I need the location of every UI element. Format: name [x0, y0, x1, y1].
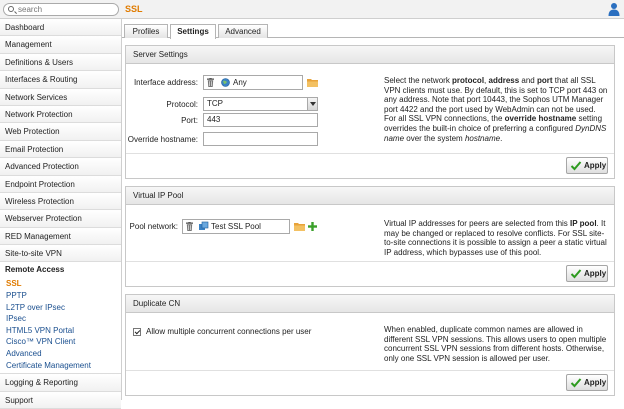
top-bar — [0, 0, 624, 19]
sidebar-item-advanced-protection[interactable]: Advanced Protection — [0, 158, 121, 175]
interface-address-value: Any — [233, 78, 247, 87]
port-input[interactable]: 443 — [203, 113, 318, 127]
allow-multiple-connections-checkbox[interactable] — [133, 328, 141, 336]
sidebar-item-logging-reporting[interactable]: Logging & Reporting — [0, 374, 121, 391]
server-settings-panel — [125, 45, 615, 179]
server-settings-footer — [126, 153, 614, 178]
sidebar-item-webserver-protection[interactable]: Webserver Protection — [0, 210, 121, 227]
apply-label: Apply — [584, 378, 607, 387]
search-box[interactable] — [3, 3, 119, 16]
duplicate-cn-title: Duplicate CN — [126, 295, 614, 313]
sidebar-subitem-html5-vpn-portal[interactable]: HTML5 VPN Portal — [6, 325, 75, 335]
sidebar-item-definitions-users[interactable]: Definitions & Users — [0, 54, 121, 71]
network-globe-icon — [221, 78, 230, 87]
folder-icon[interactable] — [294, 222, 305, 231]
duplicate-cn-footer — [126, 370, 614, 395]
interface-address-label: Interface address: — [133, 78, 198, 87]
sidebar-subitem-advanced[interactable]: Advanced — [6, 349, 42, 359]
apply-button-virtual-ip-pool[interactable] — [566, 265, 608, 282]
checkmark-icon — [571, 161, 581, 170]
sidebar-subitem-ipsec[interactable]: IPsec — [6, 314, 27, 324]
sidebar-item-network-protection[interactable]: Network Protection — [0, 106, 121, 123]
sidebar-subitem-pptp[interactable]: PPTP — [6, 291, 27, 301]
trash-icon[interactable] — [207, 78, 214, 87]
network-object-icon — [199, 222, 208, 231]
sidebar-item-interfaces-routing[interactable]: Interfaces & Routing — [0, 71, 121, 88]
apply-button-server-settings[interactable] — [566, 157, 608, 174]
sidebar-item-dashboard[interactable]: Dashboard — [0, 19, 121, 36]
folder-icon[interactable] — [307, 78, 318, 87]
sidebar-subitem-l2tp[interactable]: L2TP over IPsec — [6, 302, 65, 312]
sidebar-item-management[interactable]: Management — [0, 36, 121, 53]
duplicate-cn-panel — [125, 294, 615, 396]
pool-network-value: Test SSL Pool — [211, 222, 261, 231]
sidebar-item-support[interactable]: Support — [0, 392, 121, 409]
sidebar-subitem-certificate-management[interactable]: Certificate Management — [6, 360, 91, 370]
protocol-select[interactable] — [203, 97, 318, 111]
allow-multiple-connections-label[interactable]: Allow multiple concurrent connections per user — [146, 327, 312, 336]
apply-button-duplicate-cn[interactable] — [566, 374, 608, 391]
duplicate-cn-help: When enabled, duplicate common names are allowed in different SSL VPN sessions. This allows users to open multiple concurrent SSL VPN sessions from different hosts. Otherwise, only one SSL VPN session is allowed per user. — [384, 325, 607, 363]
checkmark-icon — [571, 378, 581, 387]
sidebar-item-site-to-site-vpn[interactable]: Site-to-site VPN — [0, 245, 121, 262]
checkmark-icon — [571, 269, 581, 278]
sidebar-group-remote-access — [0, 262, 121, 374]
sidebar-item-web-protection[interactable]: Web Protection — [0, 123, 121, 140]
tab-settings[interactable]: Settings — [170, 24, 216, 39]
protocol-label: Protocol: — [166, 100, 198, 109]
search-icon — [8, 6, 14, 12]
sidebar-item-wireless-protection[interactable]: Wireless Protection — [0, 193, 121, 210]
chevron-down-icon[interactable] — [307, 98, 317, 110]
override-hostname-input[interactable] — [203, 132, 318, 146]
sidebar-item-email-protection[interactable]: Email Protection — [0, 141, 121, 158]
sidebar — [0, 19, 122, 405]
sidebar-item-endpoint-protection[interactable]: Endpoint Protection — [0, 176, 121, 193]
virtual-ip-pool-footer — [126, 261, 614, 286]
page-title: SSL — [125, 4, 143, 14]
sidebar-item-network-services[interactable]: Network Services — [0, 89, 121, 106]
sidebar-subitem-cisco-vpn-client[interactable]: Cisco™ VPN Client — [6, 337, 76, 347]
server-settings-title: Server Settings — [126, 46, 614, 64]
pool-network-field[interactable] — [182, 219, 290, 234]
sidebar-item-remote-access[interactable]: Remote Access — [5, 265, 65, 275]
sidebar-subitem-ssl[interactable]: SSL — [6, 279, 22, 289]
trash-icon[interactable] — [186, 222, 193, 231]
interface-address-field[interactable] — [203, 75, 303, 90]
server-settings-help: Select the network protocol, address and port that all SSL VPN clients must use. By default, this is set to TCP port 443 on any address. Note that port 10443, the Sophos UTM Manager port 4422 and the port used by WebAdmin can not be used. For all SSL VPN connections, the override hostname setting overrides the built-in choice of preferring a configured DynDNS name over the system hostname. — [384, 76, 608, 143]
override-hostname-label: Override hostname: — [127, 135, 198, 144]
search-input[interactable] — [18, 4, 114, 15]
port-label: Port: — [181, 116, 198, 125]
virtual-ip-pool-help: Virtual IP addresses for peers are selected from this IP pool. It may be changed or replaced to resolve conflicts. For SSL site-to-site connections it is possible to assign a peer a static virtual IP address, which bypasses use of this pool. — [384, 219, 607, 257]
apply-label: Apply — [584, 161, 607, 170]
sidebar-item-red-management[interactable]: RED Management — [0, 228, 121, 245]
user-icon[interactable] — [608, 2, 620, 16]
virtual-ip-pool-panel — [125, 186, 615, 287]
virtual-ip-pool-title: Virtual IP Pool — [126, 187, 614, 205]
pool-network-label: Pool network: — [129, 222, 178, 231]
protocol-value: TCP — [207, 99, 223, 108]
apply-label: Apply — [584, 269, 607, 278]
plus-icon[interactable] — [308, 222, 317, 231]
tab-profiles[interactable]: Profiles — [124, 24, 168, 38]
tab-advanced[interactable]: Advanced — [218, 24, 268, 38]
